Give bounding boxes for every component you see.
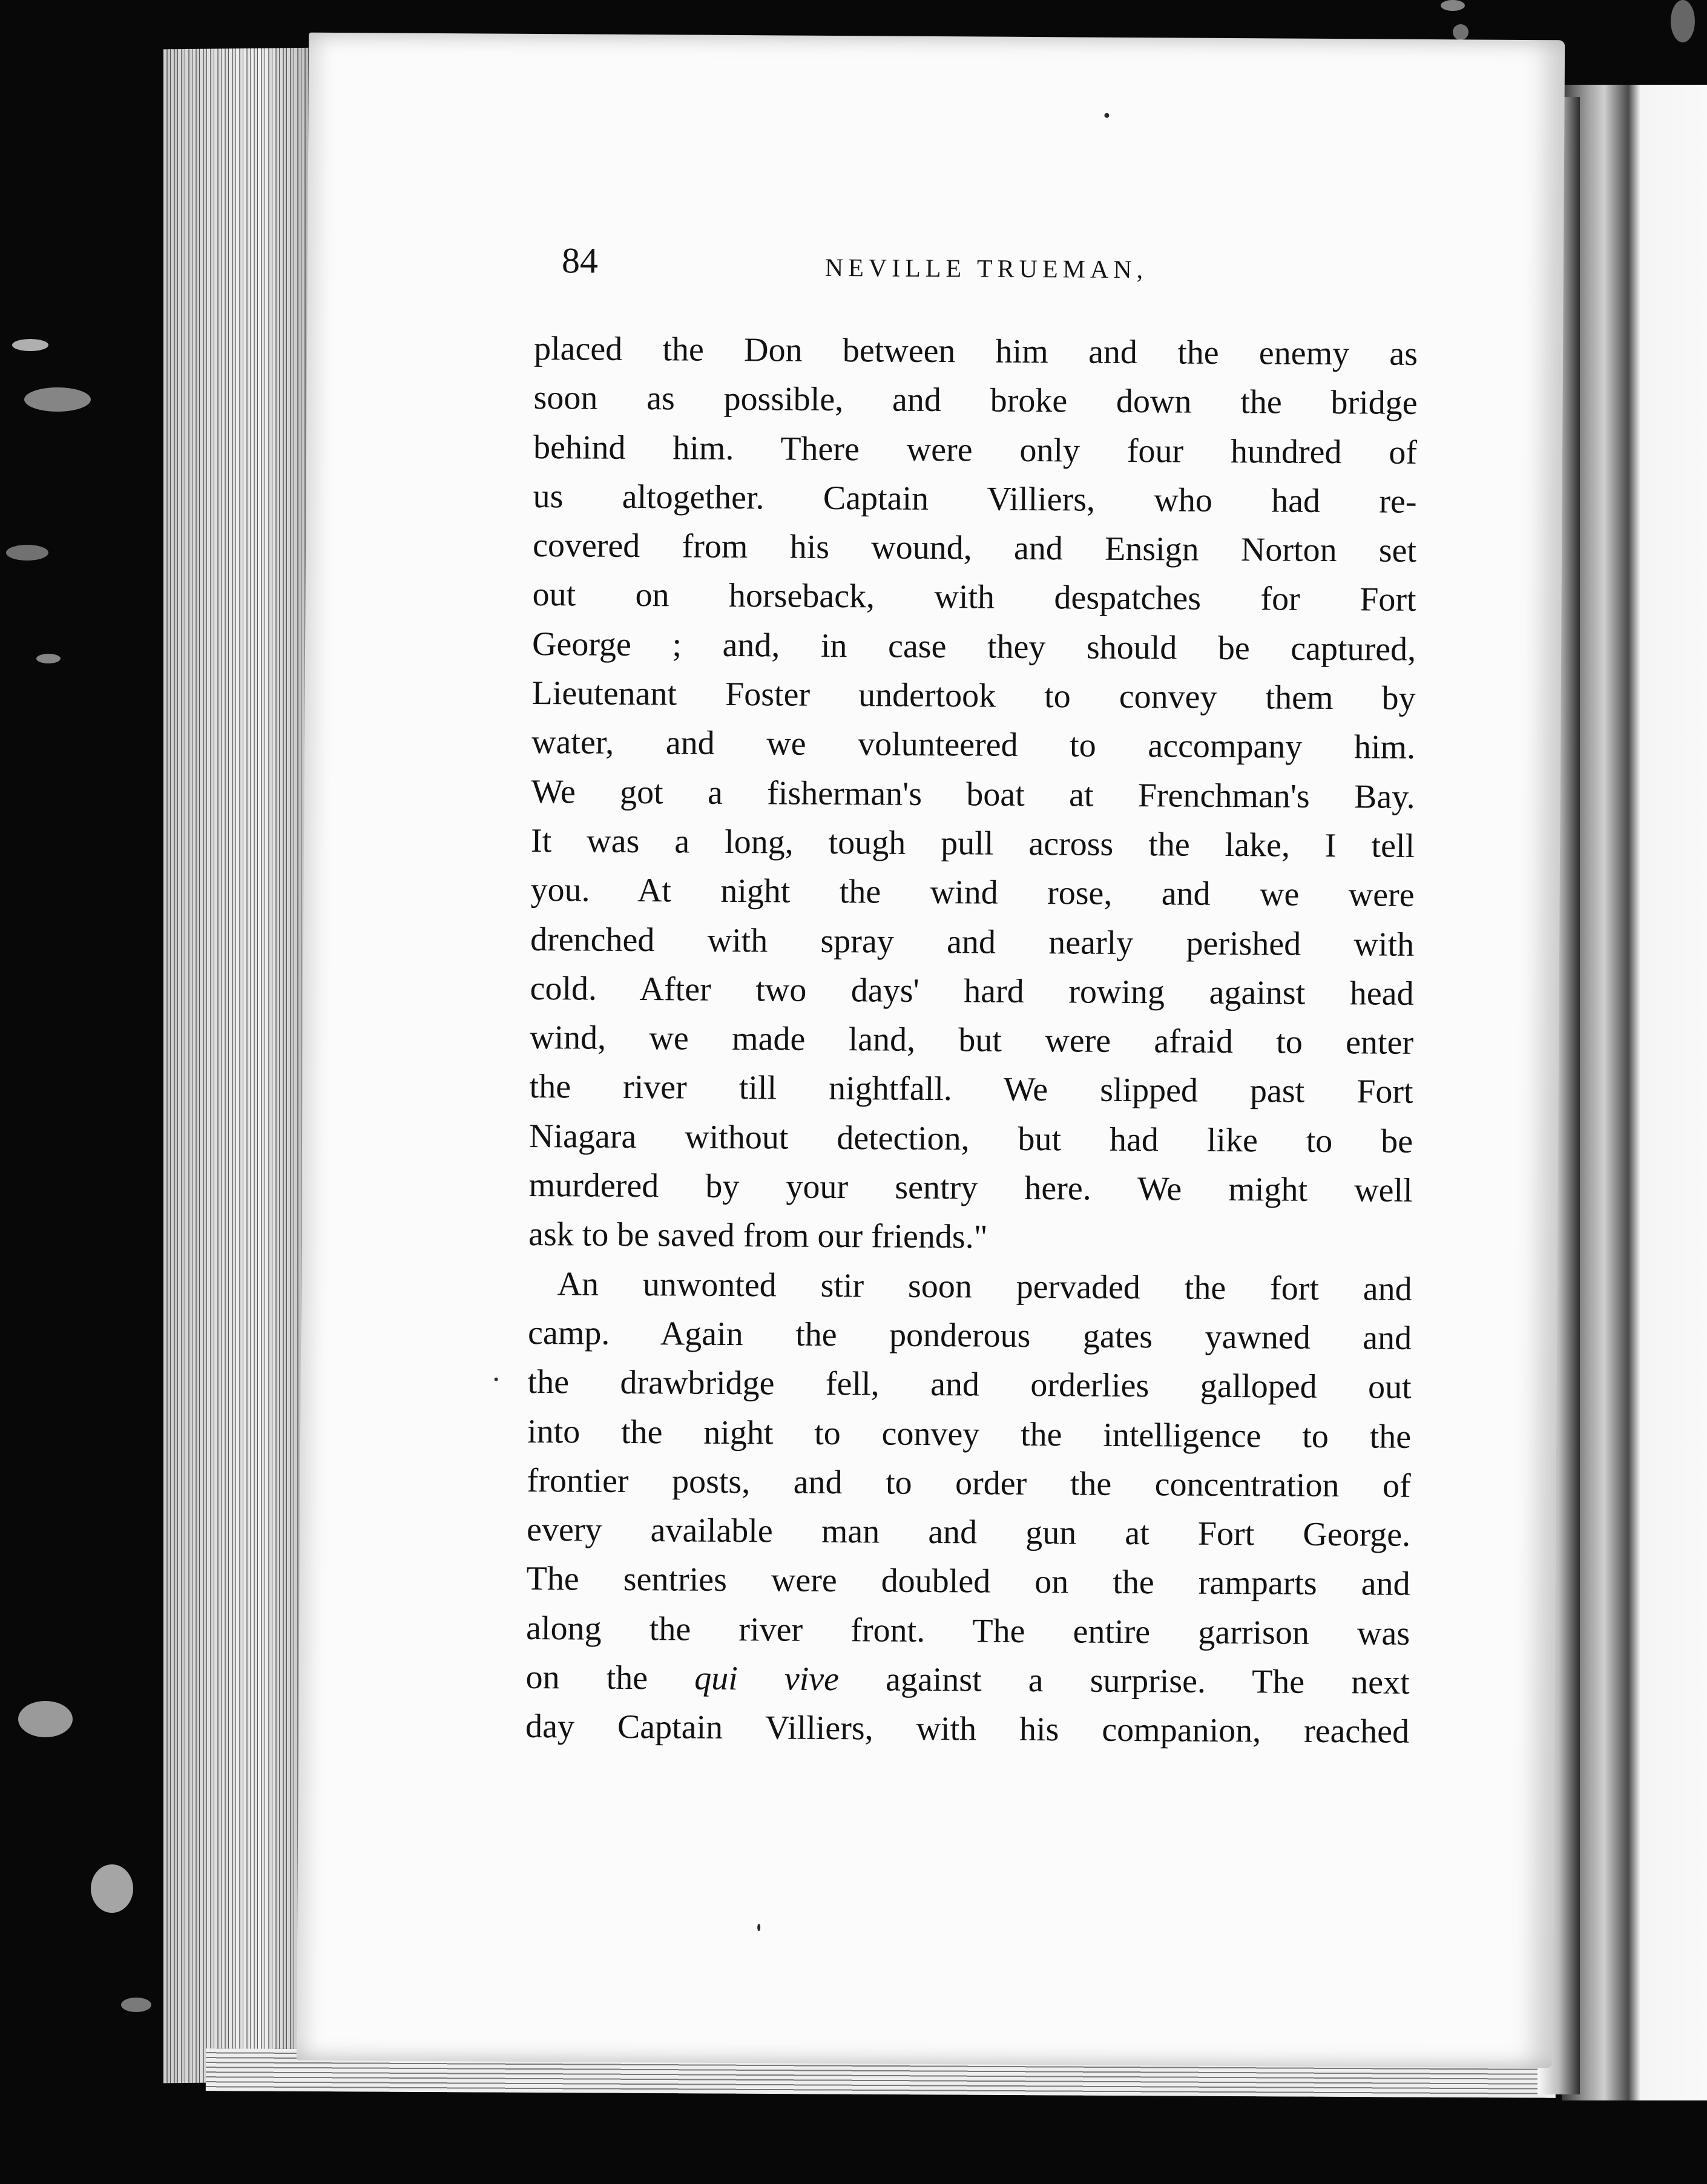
page-number: 84 [561,240,599,281]
italic-phrase: qui vive [694,1659,840,1699]
text-line: out on horseback, with despatches for Fort [532,576,1416,619]
text-line: you. At night the wind rose, and we were [530,871,1415,915]
text-line: along the river front. The entire garrison was [525,1609,1410,1653]
text-line: soon as possible, and broke down the bridge [533,379,1418,423]
text-line: behind him. There were only four hundred of [533,428,1418,472]
text-line: We got a fisherman's boat at Frenchman's Bay. [531,772,1415,816]
body-text [525,324,1418,1757]
text-line: placed the Don between him and the enemy as [533,329,1418,373]
dust-speck [1441,0,1465,11]
paragraph-2 [525,1260,1412,1757]
text-line: Niagara without detection, but had like to be [528,1117,1413,1160]
paragraph-1 [528,324,1418,1265]
ink-dot [495,1378,498,1381]
page-header [308,238,1564,295]
text-line: frontier posts, and to order the concentration of [527,1461,1411,1505]
text-line: the drawbridge fell, and orderlies galloped out [527,1363,1412,1407]
ink-dot [1104,113,1109,118]
book-page [297,33,1565,2068]
dust-speck [18,1701,73,1737]
text-line: us altogether. Captain Villiers, who had re- [533,477,1417,521]
text-fragment: on the [525,1658,695,1697]
facing-page [1562,85,1707,2100]
page-edge-shadow [163,48,321,2084]
text-line: drenched with spray and nearly perished with [530,920,1415,964]
text-line: Lieutenant Foster undertook to convey them by [531,674,1416,717]
text-line: George ; and, in case they should be captured, [531,625,1416,668]
text-line: cold. After two days' hard rowing against head [530,969,1414,1013]
text-line-with-italic [525,1653,1409,1708]
dust-speck [36,654,61,663]
dust-speck [6,545,48,561]
text-line: wind, we made land, but were afraid to enter [529,1019,1414,1062]
text-line: The sentries were doubled on the ramparts and [526,1560,1410,1603]
text-line: day Captain Villiers, with his companion, reached [525,1708,1410,1751]
ink-dot [757,1924,760,1931]
text-line: the river till nightfall. We slipped past Fort [529,1068,1413,1111]
running-head: NEVILLE TRUEMAN, [824,254,1148,285]
text-line: camp. Again the ponderous gates yawned and [527,1314,1412,1357]
dust-speck [1671,0,1695,42]
dust-speck [91,1864,133,1913]
text-line: into the night to convey the intelligence to the [527,1412,1412,1456]
text-line: covered from his wound, and Ensign Norton set [532,527,1417,570]
dust-speck [12,339,48,351]
text-line: It was a long, tough pull across the lake, I tell [530,821,1415,865]
dust-speck [24,387,91,412]
dust-speck [121,1998,151,2012]
text-line: every available man and gun at Fort George. [526,1511,1411,1554]
dust-speck [1453,24,1469,40]
text-line: water, and we volunteered to accompany him. [531,723,1416,767]
text-fragment: against a surprise. The next [838,1660,1410,1702]
text-line: murdered by your sentry here. We might well [528,1166,1413,1209]
text-line: An unwonted stir soon pervaded the fort and [557,1265,1412,1308]
text-line: ask to be saved from our friends." [528,1215,988,1256]
